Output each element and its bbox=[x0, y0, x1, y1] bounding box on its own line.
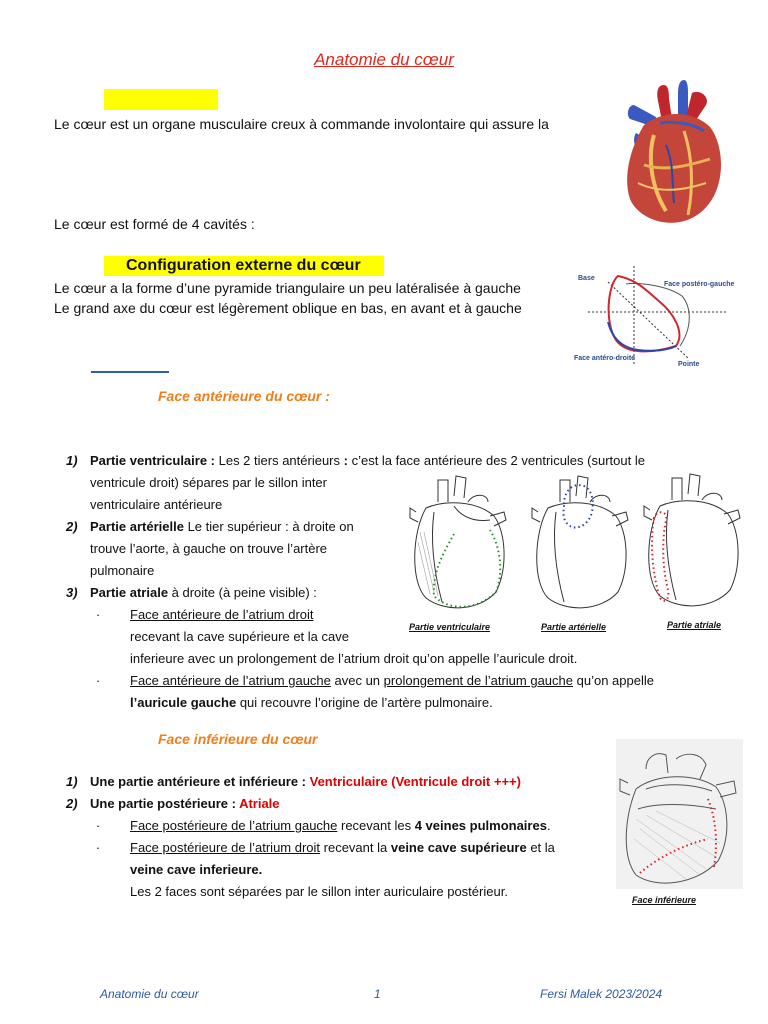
heart-drawing-inferieure bbox=[616, 739, 743, 889]
caption-atriale: Partie atriale bbox=[667, 620, 722, 630]
inf-sub2-underline: Face postérieure de l’atrium droit bbox=[130, 840, 321, 855]
inf-sub1-bold: 4 veines pulmonaires bbox=[414, 818, 547, 833]
sub1-line3: inferieure avec un prolongement de l’atrium droit qu’on appelle l’auricule droit. bbox=[130, 651, 578, 666]
item1-bold: Partie ventriculaire : bbox=[90, 453, 215, 468]
sub2-line2-bold: l’auricule gauche bbox=[130, 695, 237, 710]
inf-sub2-bold: veine cave supérieure bbox=[390, 840, 527, 855]
inf-sub2-end: et la bbox=[526, 840, 555, 855]
face-inferieure-heading: Face inférieure du cœur bbox=[158, 731, 318, 747]
item-number: 1) bbox=[66, 774, 78, 789]
bullet: · bbox=[95, 607, 101, 622]
item1-line3: ventriculaire antérieure bbox=[90, 497, 223, 512]
label-face-antero-droite: Face antéro-droite bbox=[574, 355, 636, 362]
config-line-1: Le cœur a la forme d’une pyramide triangulaire un peu latéralisée à gauche bbox=[54, 280, 521, 296]
label-base: Base bbox=[578, 275, 595, 282]
item2-line3: pulmonaire bbox=[90, 563, 155, 578]
inf-item1-bold: Une partie antérieure et inférieure : bbox=[90, 774, 310, 789]
heart-drawing-atriale bbox=[642, 470, 742, 614]
bullet: · bbox=[95, 673, 101, 688]
inf-sub1-mid: recevant les bbox=[337, 818, 415, 833]
item1-text-b: c’est la face antérieure des 2 ventricules (surtout le bbox=[347, 453, 645, 468]
bullet: · bbox=[95, 840, 101, 855]
item-number: 2) bbox=[66, 519, 78, 534]
item2-text: Le tier supérieur : à droite on bbox=[183, 519, 354, 534]
item-number: 1) bbox=[66, 453, 78, 468]
footer-left: Anatomie du cœur bbox=[100, 987, 199, 1001]
bullet: · bbox=[95, 818, 101, 833]
intro-line-1: Le cœur est un organe musculaire creux à commande involontaire qui assure la bbox=[54, 116, 549, 132]
inf-item2-bold: Une partie postérieure : bbox=[90, 796, 240, 811]
item3-bold: Partie atriale bbox=[90, 585, 169, 600]
heart-drawing-arterielle bbox=[528, 472, 632, 614]
item1-colon: : bbox=[343, 453, 348, 468]
footer-page-number: 1 bbox=[374, 987, 381, 1001]
item1-line2: ventricule droit) sépares par le sillon inter bbox=[90, 475, 327, 490]
heart-illustration bbox=[614, 75, 734, 235]
sub1-underline: Face antérieure de l’atrium droit bbox=[130, 607, 314, 622]
inf-sub1-end: . bbox=[546, 818, 551, 833]
sub2-mid: avec un bbox=[330, 673, 384, 688]
inf-sub2-mid: recevant la bbox=[320, 840, 391, 855]
config-externe-heading: Configuration externe du cœur bbox=[104, 256, 384, 276]
sub2-line2-end: qui recouvre l’origine de l’artère pulmonaire. bbox=[236, 695, 493, 710]
sub2-underline-1: Face antérieure de l’atrium gauche bbox=[130, 673, 331, 688]
face-inferieure-list bbox=[66, 771, 626, 903]
inf-sub1-underline: Face postérieure de l’atrium gauche bbox=[130, 818, 338, 833]
item3-text: à droite (à peine visible) : bbox=[168, 585, 317, 600]
label-pointe: Pointe bbox=[678, 361, 700, 368]
sub1-line2: recevant la cave supérieure et la cave bbox=[130, 629, 349, 644]
face-anterieure-heading: Face antérieure du cœur : bbox=[158, 388, 330, 404]
caption-arterielle: Partie artérielle bbox=[541, 622, 607, 632]
sub2-end: qu’on appelle bbox=[573, 673, 654, 688]
item-number: 3) bbox=[66, 585, 78, 600]
inf-sub2-line3: Les 2 faces sont séparées par le sillon inter auriculaire postérieur. bbox=[130, 884, 508, 899]
item2-line2: trouve l’aorte, à gauche on trouve l’artère bbox=[90, 541, 328, 556]
item1-text-a: Les 2 tiers antérieurs bbox=[215, 453, 344, 468]
intro-line-2: Le cœur est formé de 4 cavités : bbox=[54, 216, 255, 232]
item-number: 2) bbox=[66, 796, 78, 811]
inf-item1-red: Ventriculaire (Ventricule droit +++) bbox=[309, 774, 521, 789]
heart-drawing-ventriculaire bbox=[404, 472, 512, 614]
footer-right: Fersi Malek 2023/2024 bbox=[540, 987, 663, 1001]
item2-bold: Partie artérielle bbox=[90, 519, 184, 534]
sub2-underline-2: prolongement de l’atrium gauche bbox=[383, 673, 573, 688]
page-title: Anatomie du cœur bbox=[314, 50, 454, 69]
heart-axis-diagram bbox=[568, 262, 748, 372]
caption-inferieure: Face inférieure bbox=[632, 895, 697, 905]
section-divider bbox=[91, 371, 169, 373]
label-face-postero-gauche: Face postéro-gauche bbox=[664, 281, 735, 288]
caption-ventriculaire: Partie ventriculaire bbox=[409, 622, 491, 632]
inf-item2-red: Atriale bbox=[239, 796, 280, 811]
inf-sub2-line2: veine cave inferieure. bbox=[130, 862, 263, 877]
highlight-box bbox=[104, 89, 218, 110]
config-line-2: Le grand axe du cœur est légèrement oblique en bas, en avant et à gauche bbox=[54, 300, 522, 316]
